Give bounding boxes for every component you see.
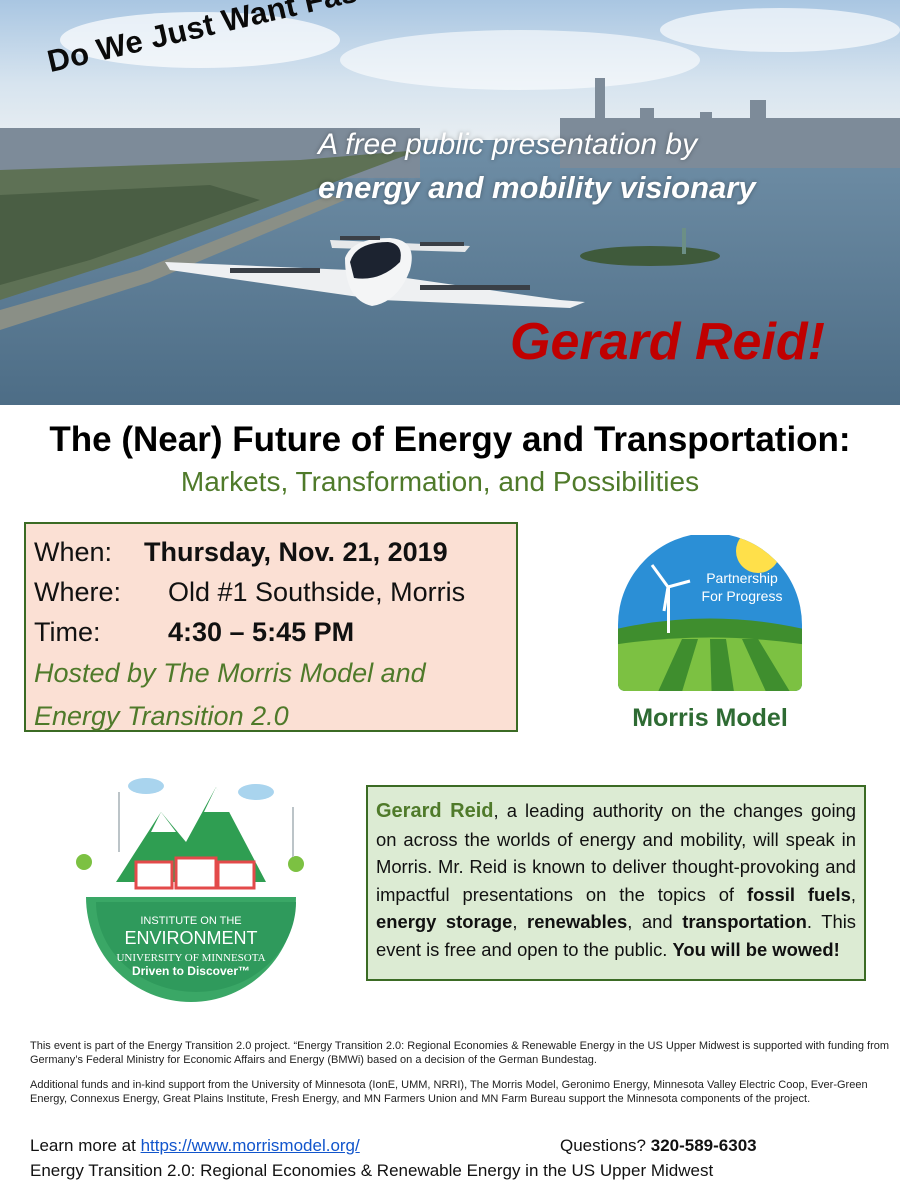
- mountain-village-icon: [66, 772, 316, 1002]
- topic-energy-storage: energy storage: [376, 911, 513, 933]
- phone-number: 320-589-6303: [650, 1136, 757, 1155]
- page-subtitle: Markets, Transformation, and Possibilities: [180, 466, 700, 497]
- time-label: Time:: [34, 617, 101, 647]
- topic-renewables: renewables: [527, 911, 628, 933]
- institute-environment-logo: [66, 772, 316, 1002]
- time-value: 4:30 – 5:45 PM: [168, 617, 355, 647]
- badge-line1: Partnership: [706, 570, 778, 586]
- presentation-intro: A free public presentation by: [318, 128, 698, 161]
- headline: Do We Just Want: [43, 0, 300, 80]
- hosted-by-line2: Energy Transition 2.0: [34, 701, 289, 731]
- ioe-line4: Driven to Discover™: [131, 964, 251, 978]
- ioe-line2: ENVIRONMENT: [124, 928, 258, 948]
- time-row: [34, 612, 516, 652]
- bio-sep-3: , and: [627, 911, 683, 933]
- support-note: Additional funds and in-kind support from the University of Minnesota (IonE, UMM, NRRI), The Morris Model, Geronimo Energy, Minnesota Valley Electric Coop, Ever-Green Energy, Connexus Energy, Great Plains Institute, Fresh Energy, and MN Farmers Union and MN Farm Bureau support the Minnesota components of the project.: [30, 1079, 868, 1105]
- bio-text-2: . This event is free and open to the public.: [376, 911, 856, 960]
- bio-sep-1: ,: [850, 883, 856, 905]
- when-label: When:: [34, 537, 113, 567]
- when-value: Thursday, Nov. 21, 2019: [144, 537, 448, 567]
- topic-fossil-fuels: fossil fuels: [746, 883, 851, 905]
- bio-text-1: , a leading authority on the changes going on across the worlds of energy and mobility, will speak in Morris. Mr. Reid is known to deliver thought-provoking and impactful presentations on the topics of: [376, 800, 856, 905]
- where-label: Where:: [34, 577, 122, 607]
- visionary-line: energy and mobility visionary: [318, 170, 756, 205]
- event-details-box: [24, 522, 518, 732]
- ioe-line3: UNIVERSITY OF MINNESOTA: [116, 952, 266, 964]
- learn-more-prefix: Learn more at: [30, 1136, 141, 1155]
- bio-sep-2: ,: [512, 911, 528, 933]
- questions-line: [560, 1136, 757, 1156]
- bio-speaker-name: Gerard Reid: [376, 800, 494, 822]
- hosted-by-line1: Hosted by The Morris Model and: [34, 658, 426, 688]
- ioe-line1: INSTITUTE ON THE: [140, 915, 242, 927]
- page-title: The (Near) Future of Energy and Transportation:: [49, 420, 851, 459]
- questions-label: Questions?: [560, 1136, 651, 1155]
- where-row: [34, 572, 516, 612]
- topic-transportation: transportation: [682, 911, 807, 933]
- footer-tagline: Energy Transition 2.0: Regional Economies & Renewable Energy in the US Upper Midwest: [30, 1161, 714, 1180]
- badge-line2: For Progress: [701, 588, 783, 604]
- when-row: [34, 532, 516, 572]
- website-link[interactable]: https://www.morrismodel.org/: [140, 1136, 360, 1155]
- partnership-badge-icon: [612, 535, 808, 705]
- learn-more-line: [30, 1136, 360, 1156]
- funding-note: This event is part of the Energy Transition 2.0 project. “Energy Transition 2.0: Regional Economies & Renewable Energy in the US Upper Midwest is supported with funding from Germany’s Federal Ministry for Economic Affairs and Energy (BMWi) based on a decision of the German Bundestag.: [30, 1040, 890, 1066]
- speaker-bio-box: [366, 785, 866, 981]
- hero-banner: [0, 0, 900, 405]
- bio-wowed: You will be wowed!: [672, 938, 840, 960]
- morris-model-name: Morris Model: [632, 704, 788, 732]
- speaker-name: Gerard Reid!: [510, 313, 825, 371]
- where-value: Old #1 Southside, Morris: [168, 577, 466, 607]
